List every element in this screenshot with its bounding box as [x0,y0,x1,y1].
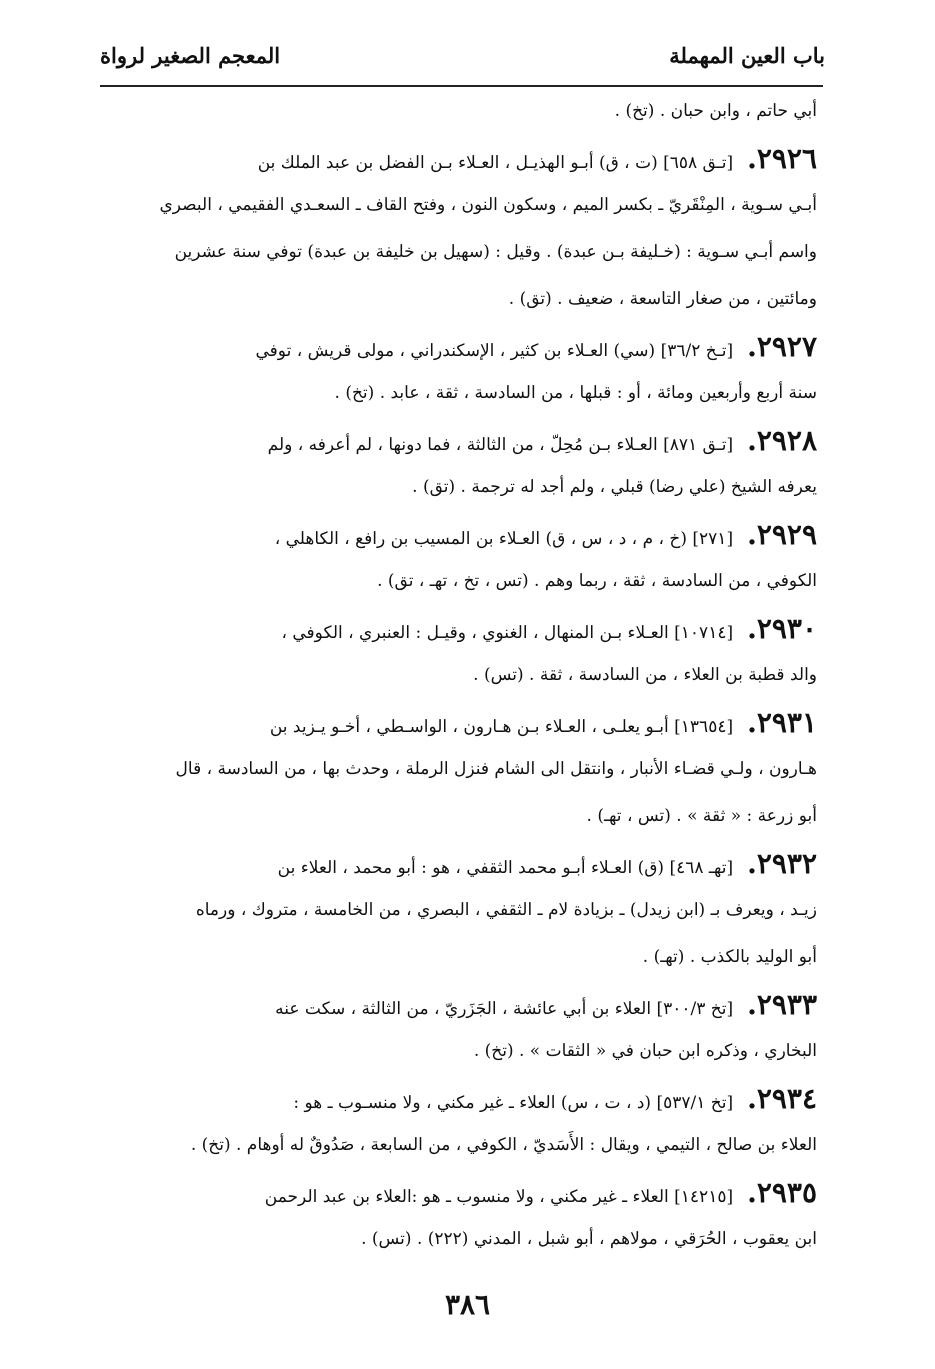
entry-text: [٢٧١] (خ ، م ، د ، س ، ق) العـلاء بن المسيب بن رافع ، الكاهلي ، [274,529,734,549]
entry [106,1075,817,1169]
entry-number: ٢٩٢٦. [747,142,817,175]
entry [106,135,817,323]
entry-first-line [106,417,817,464]
book-title: المعجم الصغير لرواة [100,42,281,68]
entry-first-line [106,511,817,558]
entry-text: [تـخ ٣٦/٢] (سي) العـلاء بن كثير ، الإسكندراني ، مولى قريش ، توفي [255,341,734,361]
entry-text-line: الكوفي ، من السادسة ، ثقة ، ربما وهم . (تس ، تخ ، تهـ ، تق) . [377,571,817,591]
entry [106,840,817,981]
entry-text: [تـق ٦٥٨] (ت ، ق) أبـو الهذيـل ، العـلاء بـن الفضل بن عبد الملك بن [257,153,734,173]
continuation-line: أبي حاتم ، وابن حبان . (تخ) . [614,101,817,121]
chapter-title: باب العين المهملة [669,42,825,68]
entry-number: ٢٩٣٠. [747,612,817,645]
entry-text-line: يعرفه الشيخ (علي رضا) قبلي ، ولم أجد له ترجمة . (تق) . [412,477,817,497]
entry [106,605,817,699]
entry-text: [تخ ٣٠٠/٣] العلاء بن أبي عائشة ، الجَزَريّ ، من الثالثة ، سكت عنه [275,999,734,1019]
page-body [106,88,817,1263]
entry-text: [١٣٦٥٤] أبـو يعلـى ، العـلاء بـن هـارون ، الواسـطي ، أخـو يـزيد بن [269,717,734,737]
entry-first-line [106,840,817,887]
entry [106,699,817,840]
entry-text: [تهـ ٤٦٨] (ق) العـلاء أبـو محمد الثقفي ، هو : أبو محمد ، العلاء بن [277,858,734,878]
entry-first-line [106,1075,817,1122]
entry-text: [تخ ٥٣٧/١] (د ، ت ، س) العلاء ـ غير مكني ، ولا منسـوب ـ هو : [293,1093,734,1113]
entry-first-line [106,605,817,652]
entry-text-line: البخاري ، وذكره ابن حبان في « الثقات » . (تخ) . [473,1041,817,1061]
entry-number: ٢٩٣٥. [747,1176,817,1209]
entry-first-line [106,1169,817,1216]
entry-number: ٢٩٣٤. [747,1082,817,1115]
entry [106,1169,817,1263]
entry [106,417,817,511]
header-rule [100,85,823,87]
entry-number: ٢٩٢٩. [747,518,817,551]
entry-number: ٢٩٢٧. [747,330,817,363]
entry-number: ٢٩٣٣. [747,988,817,1021]
entry-text-line: هـارون ، ولـي قضـاء الأنبار ، وانتقل الى الشام فنزل الرملة ، وحدث بها ، من السادسة ، قال [175,759,817,779]
entry-text-line: والد قطبة بن العلاء ، من السادسة ، ثقة . (تس) . [473,665,817,685]
entry-text-line: ومائتين ، من صغار التاسعة ، ضعيف . (تق) . [508,289,817,309]
entry-text-line: أبو زرعة : « ثقة » . (تس ، تهـ) . [586,806,817,826]
entry [106,511,817,605]
entry-first-line [106,699,817,746]
running-header [100,30,825,80]
entry-number: ٢٩٣١. [747,706,817,739]
entry-text: [١٠٧١٤] العـلاء بـن المنهال ، الغنوي ، وقيـل : العنبري ، الكوفي ، [281,623,734,643]
entry-text-line: العلاء بن صالح ، التيمي ، ويقال : الأَسَديّ ، الكوفي ، من السابعة ، صَدُوقٌ له أوهام . (تخ) . [190,1135,817,1155]
entry-first-line [106,135,817,182]
entry-text-line: ابن يعقوب ، الحُرَقي ، مولاهم ، أبو شبل ، المدني (٢٢٢) . (تس) . [361,1229,817,1249]
entry-text-line: زيـد ، ويعرف بـ (ابن زيدل) ـ بزيادة لام ـ الثقفي ، البصري ، من الخامسة ، متروك ، ورماه [195,900,817,920]
entry-number: ٢٩٢٨. [747,424,817,457]
entry-text: [١٤٢١٥] العلاء ـ غير مكني ، ولا منسوب ـ هو :العلاء بن عبد الرحمن [264,1187,734,1207]
page-number: ٣٨٦ [444,1288,491,1321]
entry-first-line [106,981,817,1028]
entry-text-line: واسم أبـي سـوية : (خـليفة بـن عبدة) . وقيل : (سهيل بن خليفة بن عبدة) توفي سنة عشرين [174,242,817,262]
entry-text-line: أبو الوليد بالكذب . (تهـ) . [642,947,817,967]
entry-first-line [106,323,817,370]
entry-text-line: أبـي سـوية ، المِنْقَريّ ـ بكسر الميم ، وسكون النون ، وفتح القاف ـ السعـدي الفقيمي ، البصري [159,195,817,215]
entry [106,981,817,1075]
entry-number: ٢٩٣٢. [747,847,817,880]
entry-text: [تـق ٨٧١] العـلاء بـن مُحِلّ ، من الثالثة ، فما دونها ، لم أعرفه ، ولم [267,435,734,455]
entry [106,323,817,417]
entry-text-line: سنة أربع وأربعين ومائة ، أو : قبلها ، من السادسة ، ثقة ، عابد . (تخ) . [334,383,817,403]
